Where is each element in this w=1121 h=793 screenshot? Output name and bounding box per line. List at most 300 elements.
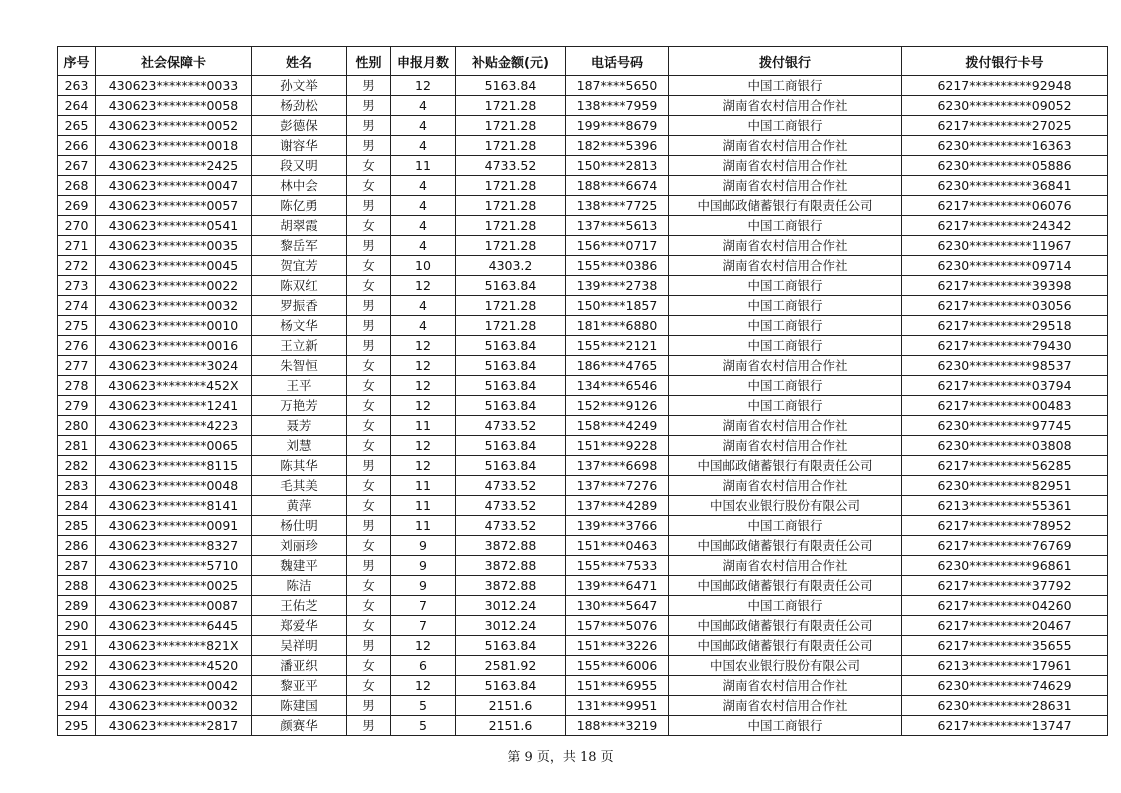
months: 4 [391,136,456,156]
bank-card-number: 6230**********82951 [902,476,1108,496]
bank-card-number: 6230**********98537 [902,356,1108,376]
phone-number: 150****1857 [566,296,669,316]
gender: 女 [347,216,391,236]
subsidy-amount: 5163.84 [456,276,566,296]
bank-name: 中国工商银行 [669,716,902,736]
months: 11 [391,476,456,496]
gender: 男 [347,76,391,96]
bank-name: 中国工商银行 [669,76,902,96]
table-row [58,316,1108,336]
person-name: 刘慧 [252,436,347,456]
row-index: 274 [58,296,96,316]
person-name: 王平 [252,376,347,396]
months: 4 [391,216,456,236]
row-index: 286 [58,536,96,556]
person-name: 聂芳 [252,416,347,436]
table-row [58,656,1108,676]
header-amount: 补贴金额(元) [456,47,566,76]
row-index: 285 [58,516,96,536]
subsidy-amount: 5163.84 [456,336,566,356]
social-card-number: 430623********0052 [96,116,252,136]
person-name: 陈亿勇 [252,196,347,216]
subsidy-amount: 3012.24 [456,616,566,636]
person-name: 陈双红 [252,276,347,296]
gender: 男 [347,296,391,316]
table-row [58,176,1108,196]
phone-number: 155****6006 [566,656,669,676]
header-bank-card: 拨付银行卡号 [902,47,1108,76]
bank-name: 中国邮政储蓄银行有限责任公司 [669,616,902,636]
bank-name: 湖南省农村信用合作社 [669,356,902,376]
phone-number: 187****5650 [566,76,669,96]
phone-number: 137****7276 [566,476,669,496]
header-bank: 拨付银行 [669,47,902,76]
person-name: 林中会 [252,176,347,196]
table-row [58,596,1108,616]
row-index: 267 [58,156,96,176]
gender: 男 [347,556,391,576]
social-card-number: 430623********0058 [96,96,252,116]
social-card-number: 430623********8327 [96,536,252,556]
row-index: 270 [58,216,96,236]
bank-name: 湖南省农村信用合作社 [669,416,902,436]
row-index: 279 [58,396,96,416]
months: 12 [391,76,456,96]
bank-card-number: 6217**********24342 [902,216,1108,236]
phone-number: 199****8679 [566,116,669,136]
table-row [58,516,1108,536]
gender: 女 [347,656,391,676]
subsidy-amount: 5163.84 [456,396,566,416]
person-name: 朱智恒 [252,356,347,376]
bank-card-number: 6217**********92948 [902,76,1108,96]
phone-number: 155****2121 [566,336,669,356]
person-name: 刘丽珍 [252,536,347,556]
gender: 女 [347,496,391,516]
months: 4 [391,96,456,116]
gender: 男 [347,96,391,116]
phone-number: 130****5647 [566,596,669,616]
subsidy-amount: 1721.28 [456,316,566,336]
bank-card-number: 6213**********55361 [902,496,1108,516]
social-card-number: 430623********4223 [96,416,252,436]
social-card-number: 430623********2817 [96,716,252,736]
social-card-number: 430623********0541 [96,216,252,236]
table-row [58,676,1108,696]
header-social-card: 社会保障卡 [96,47,252,76]
bank-name: 湖南省农村信用合作社 [669,696,902,716]
subsidy-amount: 4303.2 [456,256,566,276]
subsidy-amount: 2151.6 [456,716,566,736]
gender: 女 [347,576,391,596]
bank-name: 湖南省农村信用合作社 [669,156,902,176]
months: 7 [391,616,456,636]
subsidy-amount: 5163.84 [456,636,566,656]
phone-number: 139****6471 [566,576,669,596]
bank-name: 中国邮政储蓄银行有限责任公司 [669,576,902,596]
gender: 女 [347,476,391,496]
person-name: 万艳芳 [252,396,347,416]
row-index: 265 [58,116,96,136]
person-name: 毛其美 [252,476,347,496]
months: 12 [391,356,456,376]
bank-card-number: 6230**********09052 [902,96,1108,116]
months: 12 [391,276,456,296]
social-card-number: 430623********0042 [96,676,252,696]
bank-card-number: 6217**********37792 [902,576,1108,596]
bank-card-number: 6230**********74629 [902,676,1108,696]
months: 5 [391,696,456,716]
bank-card-number: 6217**********76769 [902,536,1108,556]
phone-number: 151****6955 [566,676,669,696]
subsidy-amount: 5163.84 [456,376,566,396]
gender: 男 [347,316,391,336]
person-name: 王立新 [252,336,347,356]
social-card-number: 430623********0035 [96,236,252,256]
person-name: 彭德保 [252,116,347,136]
person-name: 段又明 [252,156,347,176]
phone-number: 155****0386 [566,256,669,276]
row-index: 280 [58,416,96,436]
row-index: 263 [58,76,96,96]
social-card-number: 430623********3024 [96,356,252,376]
table-row [58,576,1108,596]
phone-number: 139****2738 [566,276,669,296]
social-card-number: 430623********452X [96,376,252,396]
phone-number: 137****5613 [566,216,669,236]
months: 12 [391,676,456,696]
gender: 男 [347,636,391,656]
gender: 女 [347,676,391,696]
social-card-number: 430623********0025 [96,576,252,596]
phone-number: 150****2813 [566,156,669,176]
header-index: 序号 [58,47,96,76]
header-gender: 性别 [347,47,391,76]
table-row [58,396,1108,416]
person-name: 陈洁 [252,576,347,596]
person-name: 胡翠霞 [252,216,347,236]
social-card-number: 430623********0018 [96,136,252,156]
bank-card-number: 6217**********35655 [902,636,1108,656]
bank-name: 中国邮政储蓄银行有限责任公司 [669,536,902,556]
table-row [58,376,1108,396]
subsidy-amount: 1721.28 [456,176,566,196]
person-name: 王佑芝 [252,596,347,616]
bank-card-number: 6217**********13747 [902,716,1108,736]
person-name: 潘亚织 [252,656,347,676]
bank-card-number: 6230**********97745 [902,416,1108,436]
bank-card-number: 6217**********56285 [902,456,1108,476]
bank-card-number: 6217**********03794 [902,376,1108,396]
social-card-number: 430623********0016 [96,336,252,356]
bank-card-number: 6213**********17961 [902,656,1108,676]
months: 12 [391,436,456,456]
table-row [58,536,1108,556]
table-row [58,476,1108,496]
subsidy-amount: 4733.52 [456,156,566,176]
phone-number: 138****7725 [566,196,669,216]
bank-name: 湖南省农村信用合作社 [669,136,902,156]
bank-card-number: 6217**********78952 [902,516,1108,536]
row-index: 269 [58,196,96,216]
bank-name: 中国农业银行股份有限公司 [669,656,902,676]
person-name: 杨仕明 [252,516,347,536]
bank-name: 中国邮政储蓄银行有限责任公司 [669,456,902,476]
bank-name: 湖南省农村信用合作社 [669,436,902,456]
bank-card-number: 6217**********29518 [902,316,1108,336]
table-row [58,96,1108,116]
subsidy-amount: 5163.84 [456,456,566,476]
months: 4 [391,116,456,136]
table-row [58,296,1108,316]
person-name: 孙文举 [252,76,347,96]
months: 11 [391,156,456,176]
bank-card-number: 6230**********03808 [902,436,1108,456]
page-number-footer: 第 9 页，共 18 页 [507,750,614,765]
bank-card-number: 6217**********00483 [902,396,1108,416]
row-index: 277 [58,356,96,376]
phone-number: 188****6674 [566,176,669,196]
table-row [58,616,1108,636]
table-row [58,436,1108,456]
table-header-row [58,47,1108,76]
social-card-number: 430623********0033 [96,76,252,96]
gender: 女 [347,416,391,436]
phone-number: 155****7533 [566,556,669,576]
bank-name: 中国工商银行 [669,116,902,136]
gender: 男 [347,196,391,216]
table-row [58,556,1108,576]
gender: 男 [347,136,391,156]
social-card-number: 430623********0022 [96,276,252,296]
row-index: 289 [58,596,96,616]
row-index: 264 [58,96,96,116]
subsidy-amount: 5163.84 [456,436,566,456]
row-index: 290 [58,616,96,636]
subsidy-amount: 2151.6 [456,696,566,716]
months: 11 [391,496,456,516]
bank-name: 中国工商银行 [669,396,902,416]
gender: 男 [347,116,391,136]
row-index: 271 [58,236,96,256]
phone-number: 134****6546 [566,376,669,396]
bank-card-number: 6230**********16363 [902,136,1108,156]
months: 9 [391,556,456,576]
phone-number: 188****3219 [566,716,669,736]
gender: 女 [347,536,391,556]
months: 4 [391,296,456,316]
table-row [58,136,1108,156]
bank-card-number: 6217**********06076 [902,196,1108,216]
months: 6 [391,656,456,676]
person-name: 陈建国 [252,696,347,716]
phone-number: 158****4249 [566,416,669,436]
social-card-number: 430623********0032 [96,296,252,316]
person-name: 黎亚平 [252,676,347,696]
row-index: 268 [58,176,96,196]
gender: 男 [347,456,391,476]
subsidy-amount: 3872.88 [456,556,566,576]
gender: 男 [347,336,391,356]
bank-name: 中国工商银行 [669,376,902,396]
row-index: 295 [58,716,96,736]
bank-name: 中国工商银行 [669,296,902,316]
row-index: 278 [58,376,96,396]
phone-number: 151****9228 [566,436,669,456]
bank-name: 中国邮政储蓄银行有限责任公司 [669,636,902,656]
bank-card-number: 6230**********96861 [902,556,1108,576]
table-row [58,216,1108,236]
gender: 女 [347,176,391,196]
social-card-number: 430623********4520 [96,656,252,676]
row-index: 276 [58,336,96,356]
subsidy-amount: 3872.88 [456,536,566,556]
table-row [58,496,1108,516]
table-row [58,276,1108,296]
gender: 女 [347,156,391,176]
table-row [58,116,1108,136]
bank-name: 中国工商银行 [669,316,902,336]
phone-number: 157****5076 [566,616,669,636]
social-card-number: 430623********0065 [96,436,252,456]
gender: 女 [347,616,391,636]
bank-card-number: 6217**********04260 [902,596,1108,616]
phone-number: 186****4765 [566,356,669,376]
person-name: 谢容华 [252,136,347,156]
subsidy-amount: 1721.28 [456,96,566,116]
person-name: 贺宜芳 [252,256,347,276]
subsidy-amount: 4733.52 [456,496,566,516]
subsidy-amount: 3012.24 [456,596,566,616]
bank-card-number: 6230**********36841 [902,176,1108,196]
gender: 女 [347,396,391,416]
subsidy-amount: 1721.28 [456,196,566,216]
table-row [58,256,1108,276]
social-card-number: 430623********0047 [96,176,252,196]
months: 4 [391,196,456,216]
header-months: 申报月数 [391,47,456,76]
social-card-number: 430623********0032 [96,696,252,716]
gender: 女 [347,276,391,296]
bank-name: 中国工商银行 [669,516,902,536]
subsidy-amount: 5163.84 [456,676,566,696]
row-index: 291 [58,636,96,656]
months: 10 [391,256,456,276]
phone-number: 151****3226 [566,636,669,656]
row-index: 275 [58,316,96,336]
row-index: 293 [58,676,96,696]
subsidy-amount: 1721.28 [456,236,566,256]
months: 9 [391,576,456,596]
social-card-number: 430623********5710 [96,556,252,576]
table-row [58,696,1108,716]
subsidy-amount: 4733.52 [456,516,566,536]
row-index: 292 [58,656,96,676]
social-card-number: 430623********0091 [96,516,252,536]
months: 12 [391,396,456,416]
social-card-number: 430623********8141 [96,496,252,516]
person-name: 魏建平 [252,556,347,576]
gender: 女 [347,256,391,276]
row-index: 281 [58,436,96,456]
social-card-number: 430623********0010 [96,316,252,336]
social-card-number: 430623********0045 [96,256,252,276]
months: 12 [391,456,456,476]
bank-card-number: 6217**********03056 [902,296,1108,316]
bank-name: 中国工商银行 [669,276,902,296]
bank-name: 湖南省农村信用合作社 [669,236,902,256]
subsidy-amount: 5163.84 [456,356,566,376]
subsidy-amount: 5163.84 [456,76,566,96]
months: 12 [391,376,456,396]
table-row [58,76,1108,96]
months: 9 [391,536,456,556]
table-row [58,236,1108,256]
bank-card-number: 6217**********79430 [902,336,1108,356]
months: 11 [391,416,456,436]
subsidy-table [57,46,1108,736]
gender: 男 [347,236,391,256]
subsidy-amount: 1721.28 [456,296,566,316]
social-card-number: 430623********1241 [96,396,252,416]
bank-name: 中国邮政储蓄银行有限责任公司 [669,196,902,216]
person-name: 黄萍 [252,496,347,516]
subsidy-amount: 3872.88 [456,576,566,596]
gender: 女 [347,356,391,376]
bank-card-number: 6230**********09714 [902,256,1108,276]
person-name: 颜赛华 [252,716,347,736]
person-name: 吴祥明 [252,636,347,656]
subsidy-amount: 2581.92 [456,656,566,676]
row-index: 287 [58,556,96,576]
subsidy-amount: 1721.28 [456,136,566,156]
header-name: 姓名 [252,47,347,76]
row-index: 272 [58,256,96,276]
phone-number: 156****0717 [566,236,669,256]
social-card-number: 430623********2425 [96,156,252,176]
table-row [58,356,1108,376]
table-row [58,416,1108,436]
social-card-number: 430623********0087 [96,596,252,616]
bank-name: 湖南省农村信用合作社 [669,256,902,276]
bank-name: 湖南省农村信用合作社 [669,476,902,496]
bank-name: 湖南省农村信用合作社 [669,96,902,116]
gender: 男 [347,696,391,716]
bank-card-number: 6230**********05886 [902,156,1108,176]
bank-name: 湖南省农村信用合作社 [669,176,902,196]
person-name: 罗振香 [252,296,347,316]
phone-number: 138****7959 [566,96,669,116]
social-card-number: 430623********821X [96,636,252,656]
row-index: 284 [58,496,96,516]
bank-card-number: 6217**********20467 [902,616,1108,636]
bank-name: 中国工商银行 [669,336,902,356]
bank-name: 中国农业银行股份有限公司 [669,496,902,516]
person-name: 杨劲松 [252,96,347,116]
person-name: 杨文华 [252,316,347,336]
months: 5 [391,716,456,736]
phone-number: 151****0463 [566,536,669,556]
months: 4 [391,236,456,256]
gender: 女 [347,436,391,456]
table-row [58,196,1108,216]
months: 12 [391,636,456,656]
table-body [58,76,1108,736]
row-index: 283 [58,476,96,496]
bank-card-number: 6217**********27025 [902,116,1108,136]
gender: 女 [347,596,391,616]
row-index: 294 [58,696,96,716]
